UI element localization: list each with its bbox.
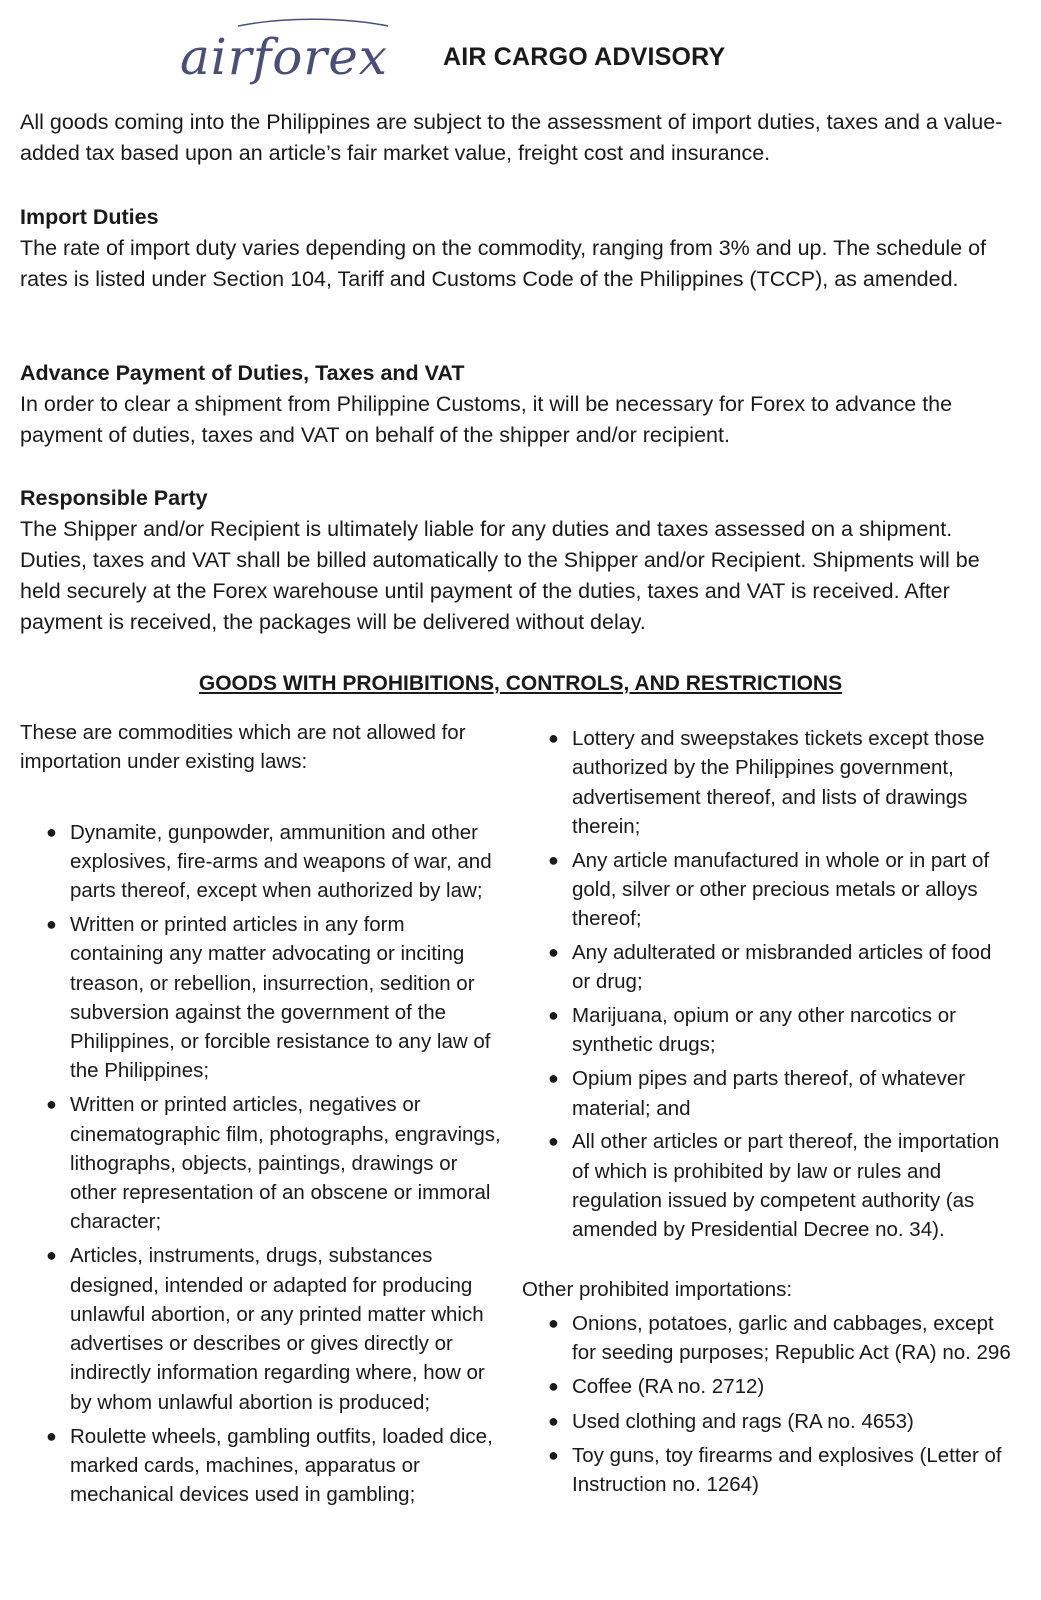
bullet-icon: ● bbox=[548, 1131, 559, 1152]
left-intro: These are commodities which are not allowed for importation under existing laws: bbox=[20, 721, 466, 774]
list-item-text: Dynamite, gunpowder, ammunition and other explosives, fire-arms and weapons of war, and parts thereof, except when authorized by law; bbox=[70, 820, 492, 903]
bullet-icon: ● bbox=[46, 821, 57, 842]
page-title: AIR CARGO ADVISORY bbox=[443, 43, 726, 71]
section-heading: Advance Payment of Duties, Taxes and VAT bbox=[20, 361, 465, 385]
right-list bbox=[522, 724, 1012, 1245]
list-item-text: Any article manufactured in whole or in part of gold, silver or other precious metals or alloys thereof; bbox=[572, 848, 990, 931]
section-text: The rate of import duty varies depending on the commodity, ranging from 3% and up. The schedule of rates is listed under Section 104, Tariff and Customs Code of the Philippines (TCCP), as amended. bbox=[20, 236, 987, 291]
list-item bbox=[522, 846, 1012, 934]
list-item-text: Coffee (RA no. 2712) bbox=[572, 1375, 765, 1399]
bullet-icon: ● bbox=[548, 1445, 559, 1466]
bullet-icon: ● bbox=[548, 1005, 559, 1026]
list-item bbox=[20, 1090, 502, 1236]
bullet-icon: ● bbox=[46, 1094, 57, 1115]
list-item bbox=[522, 1372, 1012, 1401]
intro-paragraph: All goods coming into the Philippines are subject to the assessment of import duties, taxes and a value-added tax based upon an article’s fair market value, freight cost and insurance. bbox=[20, 110, 1003, 165]
header bbox=[0, 0, 1041, 100]
right-column bbox=[522, 724, 1012, 1505]
section-import-duties bbox=[20, 202, 1025, 295]
other-prohibited-list bbox=[522, 1309, 1012, 1500]
list-item-text: Toy guns, toy firearms and explosives (Letter of Instruction no. 1264) bbox=[572, 1444, 1002, 1497]
list-item bbox=[522, 724, 1012, 841]
bullet-icon: ● bbox=[548, 849, 559, 870]
list-item-text: Onions, potatoes, garlic and cabbages, except for seeding purposes; Republic Act (RA) no. 296 bbox=[572, 1311, 1011, 1365]
list-item-text: All other articles or part thereof, the importation of which is prohibited by law or rules and regulation issued by competent authority (as amended by Presidential Decree no. 34). bbox=[572, 1130, 1000, 1242]
list-item-text: Lottery and sweepstakes tickets except those authorized by the Philippines government, advertisement thereof, and lists of drawings therein; bbox=[572, 727, 985, 838]
list-item bbox=[522, 1407, 1012, 1436]
section-responsible-party bbox=[20, 483, 1025, 638]
list-item bbox=[522, 1127, 1012, 1244]
list-item-text: Written or printed articles, negatives or cinematographic film, photographs, engravings, lithographs, objects, paintings, drawings or other representation of an obscene or immoral character; bbox=[70, 1093, 501, 1234]
goods-heading: GOODS WITH PROHIBITIONS, CONTROLS, AND RESTRICTIONS bbox=[198, 672, 843, 695]
list-item-text: Written or printed articles in any form containing any matter advocating or inciting treason, or rebellion, insurrection, sedition or subversion against the government of the Philippines, or forcible resistance to any law of the Philippines; bbox=[70, 912, 491, 1083]
bullet-icon: ● bbox=[548, 942, 559, 963]
list-item-text: Marijuana, opium or any other narcotics or synthetic drugs; bbox=[572, 1004, 956, 1057]
left-list bbox=[20, 818, 502, 1510]
section-heading: Responsible Party bbox=[20, 486, 208, 510]
list-item-text: Articles, instruments, drugs, substances designed, intended or adapted for producing unlawful abortion, or any printed matter which advertises or describes or gives directly or indirectly information regarding where, how or by whom unlawful abortion is produced; bbox=[70, 1244, 485, 1414]
list-item-text: Any adulterated or misbranded articles of food or drug; bbox=[572, 941, 992, 994]
bullet-icon: ● bbox=[46, 1245, 57, 1266]
section-text: The Shipper and/or Recipient is ultimately liable for any duties and taxes assessed on a shipment. Duties, taxes and VAT shall be billed automatically to the Shipper and/or Recipient. Shipments will be held securely at the Forex warehouse until payment of the duties, taxes and VAT is received. After payment is received, the packages will be delivered without delay. bbox=[20, 517, 980, 634]
section-heading: Import Duties bbox=[20, 205, 159, 229]
bullet-icon: ● bbox=[548, 1376, 559, 1397]
list-item-text: Roulette wheels, gambling outfits, loaded dice, marked cards, machines, apparatus or mechanical devices used in gambling; bbox=[70, 1424, 493, 1507]
list-item bbox=[522, 1441, 1012, 1500]
section-advance-payment bbox=[20, 358, 1025, 451]
list-item-text: Used clothing and rags (RA no. 4653) bbox=[572, 1409, 914, 1433]
airforex-logo bbox=[178, 12, 398, 92]
list-item bbox=[20, 818, 502, 906]
list-item bbox=[20, 1241, 502, 1417]
bullet-icon: ● bbox=[548, 1312, 559, 1333]
left-column bbox=[20, 718, 502, 1514]
bullet-icon: ● bbox=[548, 1068, 559, 1089]
bullet-icon: ● bbox=[548, 1410, 559, 1431]
list-item-text: Opium pipes and parts thereof, of whatever material; and bbox=[572, 1067, 966, 1120]
list-item bbox=[522, 1001, 1012, 1060]
list-item bbox=[20, 1422, 502, 1510]
bullet-icon: ● bbox=[548, 728, 559, 748]
list-item bbox=[522, 1309, 1012, 1368]
list-item bbox=[522, 938, 1012, 997]
section-text: In order to clear a shipment from Philippine Customs, it will be necessary for Forex to advance the payment of duties, taxes and VAT on behalf of the shipper and/or recipient. bbox=[20, 392, 953, 447]
bullet-icon: ● bbox=[46, 913, 57, 934]
bullet-icon: ● bbox=[46, 1425, 57, 1446]
list-item bbox=[20, 910, 502, 1086]
list-item bbox=[522, 1064, 1012, 1123]
logo-wordmark: airforex bbox=[180, 28, 388, 86]
other-prohibited-intro: Other prohibited importations: bbox=[522, 1277, 793, 1301]
